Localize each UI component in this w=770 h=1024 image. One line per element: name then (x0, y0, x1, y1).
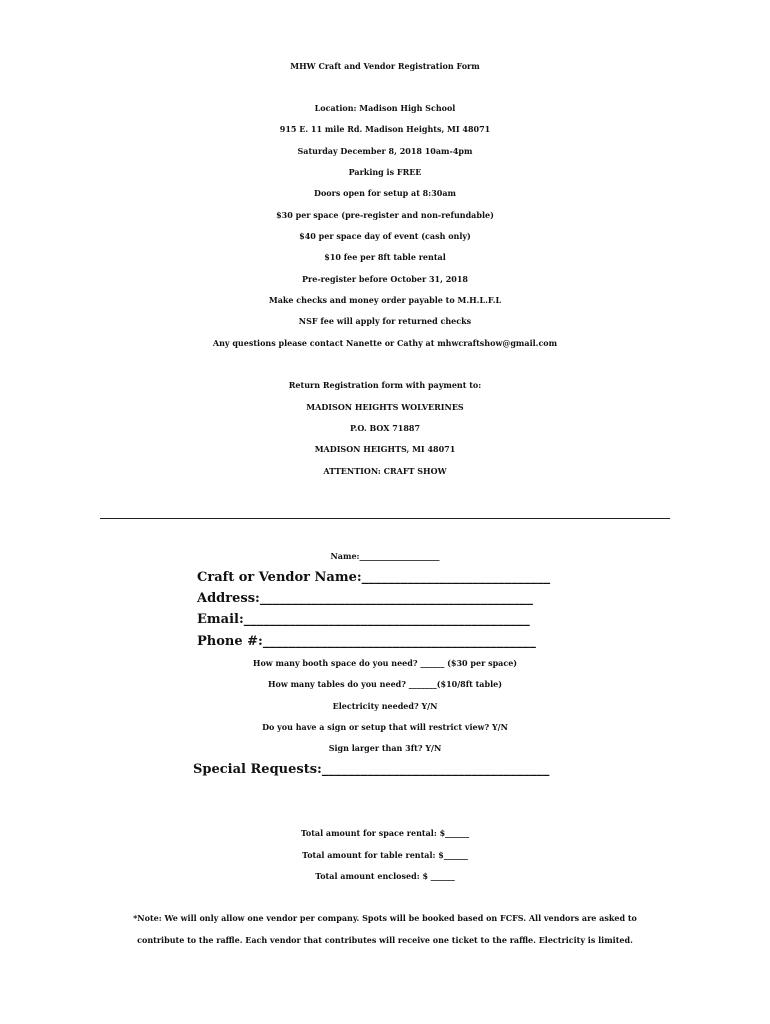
dayof-price-line: $40 per space day of event (cash only) (299, 231, 471, 241)
tables-field[interactable]: How many tables do you need? _______($10/8ft table) (268, 679, 502, 689)
form-title: MHW Craft and Vendor Registration Form (290, 61, 480, 71)
address-field[interactable]: Address:__________________________________________ (197, 591, 533, 606)
name-field[interactable]: Name:____________________ (330, 551, 440, 561)
vendor-name-field[interactable]: Craft or Vendor Name:_____________________________ (197, 570, 551, 585)
space-total-field[interactable]: Total amount for space rental: $______ (300, 828, 470, 838)
sign-setup-field[interactable]: Do you have a sign or setup that will restrict view? Y/N (262, 722, 508, 732)
enclosed-total-field[interactable]: Total amount enclosed: $ ______ (315, 871, 455, 881)
return-heading: Return Registration form with payment to: (288, 380, 482, 390)
doors-line: Doors open for setup at 8:30am (314, 188, 456, 198)
email-field[interactable]: Email:____________________________________________ (197, 612, 530, 627)
sign-larger-field[interactable]: Sign larger than 3ft? Y/N (328, 743, 442, 753)
address-line: 915 E. 11 mile Rd. Madison Heights, MI 48071 (279, 124, 491, 134)
date-line: Saturday December 8, 2018 10am-4pm (297, 146, 473, 156)
special-requests-field[interactable]: Special Requests:___________________________________ (193, 762, 550, 777)
nsf-line: NSF fee will apply for returned checks (298, 316, 472, 326)
return-org: MADISON HEIGHTS WOLVERINES (306, 402, 464, 412)
table-fee-line: $10 fee per 8ft table rental (324, 252, 446, 262)
divider (100, 518, 670, 519)
parking-line: Parking is FREE (348, 167, 422, 177)
note-line-1: *Note: We will only allow one vendor per company. Spots will be booked based on FCFS. All vendors are asked to (133, 913, 637, 923)
deadline-line: Pre-register before October 31, 2018 (302, 274, 468, 284)
payable-line: Make checks and money order payable to M.H.L.F.L (268, 295, 502, 305)
note-line-2: contribute to the raffle. Each vendor that contributes will receive one ticket to the raffle. Electricity is limited. (137, 935, 633, 945)
booth-space-field[interactable]: How many booth space do you need? ______ ($30 per space) (252, 658, 518, 668)
contact-line: Any questions please contact Nanette or Cathy at mhwcraftshow@gmail.com (212, 338, 558, 348)
return-pobox: P.O. BOX 71887 (349, 423, 421, 433)
location-line: Location: Madison High School (314, 103, 456, 113)
return-attention: ATTENTION: CRAFT SHOW (323, 466, 447, 476)
electricity-field[interactable]: Electricity needed? Y/N (332, 701, 438, 711)
phone-field[interactable]: Phone #:__________________________________________ (197, 634, 536, 649)
preregister-price-line: $30 per space (pre-register and non-refundable) (276, 210, 494, 220)
return-city: MADISON HEIGHTS, MI 48071 (314, 444, 456, 454)
table-total-field[interactable]: Total amount for table rental: $______ (302, 850, 468, 860)
